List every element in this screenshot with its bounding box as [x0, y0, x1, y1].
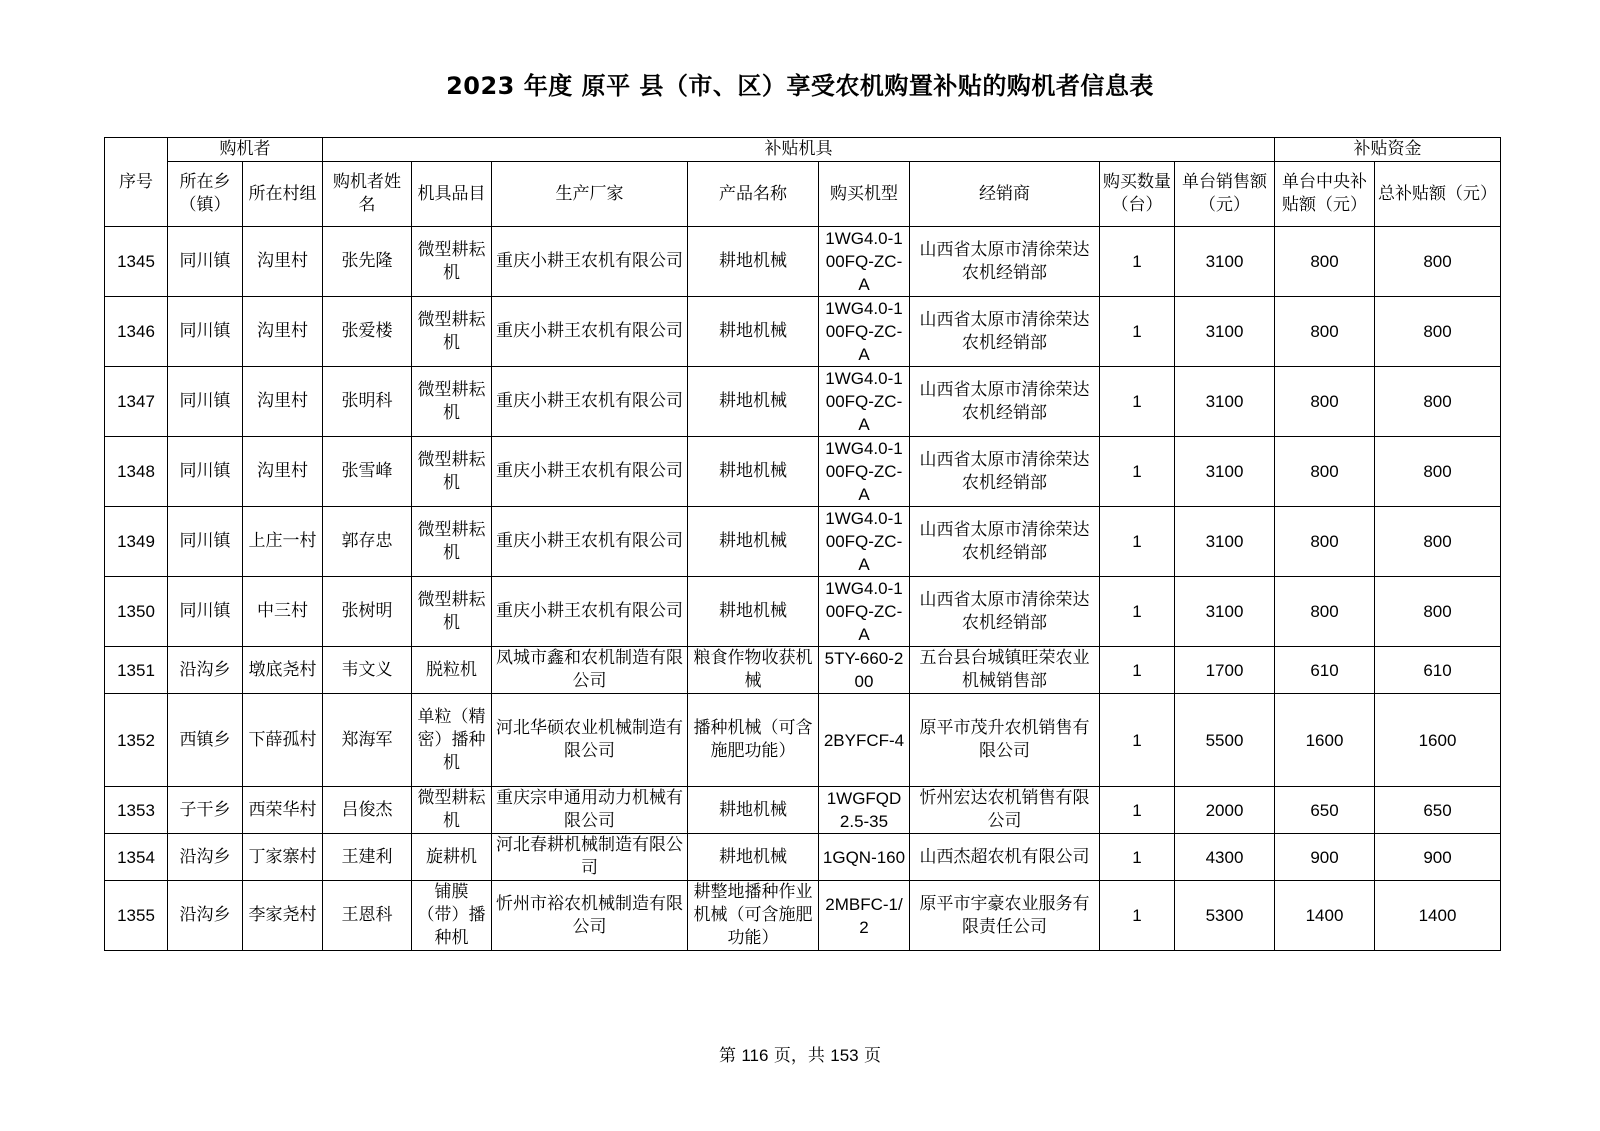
- cell-central: 800: [1275, 367, 1375, 437]
- cell-name: 郭存忠: [323, 507, 412, 577]
- cell-category: 单粒（精密）播种机: [412, 694, 492, 787]
- cell-model: 1WG4.0-100FQ-ZC-A: [819, 577, 910, 647]
- table-row: [105, 367, 1501, 437]
- header-dealer: 经销商: [910, 162, 1100, 227]
- header-column-row: [105, 162, 1501, 227]
- cell-product: 耕地机械: [688, 297, 819, 367]
- cell-village: 西荣华村: [243, 787, 323, 834]
- cell-town: 同川镇: [168, 577, 243, 647]
- cell-name: 张树明: [323, 577, 412, 647]
- header-group-buyer: 购机者: [168, 138, 323, 162]
- cell-category: 旋耕机: [412, 834, 492, 881]
- page-title: 2023 年度 原平 县（市、区）享受农机购置补贴的购机者信息表: [446, 72, 1154, 100]
- cell-category: 微型耕耘机: [412, 577, 492, 647]
- header-manufacturer: 生产厂家: [492, 162, 688, 227]
- footer-total-pages: 153: [830, 1046, 859, 1065]
- header-group-funds: 补贴资金: [1275, 138, 1501, 162]
- cell-qty: 1: [1100, 367, 1175, 437]
- cell-total: 610: [1375, 647, 1501, 694]
- header-price: 单台销售额（元）: [1175, 162, 1275, 227]
- cell-dealer: 原平市茂升农机销售有限公司: [910, 694, 1100, 787]
- table-row: [105, 297, 1501, 367]
- cell-price: 3100: [1175, 437, 1275, 507]
- header-total: 总补贴额（元）: [1375, 162, 1501, 227]
- cell-town: 沿沟乡: [168, 881, 243, 951]
- cell-model: 5TY-660-200: [819, 647, 910, 694]
- cell-village: 上庄一村: [243, 507, 323, 577]
- header-group-row: [105, 138, 1501, 162]
- cell-dealer: 山西省太原市清徐荣达农机经销部: [910, 297, 1100, 367]
- cell-qty: 1: [1100, 647, 1175, 694]
- cell-town: 子干乡: [168, 787, 243, 834]
- cell-price: 3100: [1175, 367, 1275, 437]
- cell-central: 800: [1275, 577, 1375, 647]
- header-category: 机具品目: [412, 162, 492, 227]
- cell-name: 王恩科: [323, 881, 412, 951]
- cell-manufacturer: 重庆小耕王农机有限公司: [492, 507, 688, 577]
- cell-central: 800: [1275, 227, 1375, 297]
- cell-price: 3100: [1175, 577, 1275, 647]
- cell-qty: 1: [1100, 834, 1175, 881]
- cell-seq: 1352: [105, 694, 168, 787]
- cell-price: 2000: [1175, 787, 1275, 834]
- cell-qty: 1: [1100, 437, 1175, 507]
- cell-qty: 1: [1100, 694, 1175, 787]
- cell-name: 吕俊杰: [323, 787, 412, 834]
- cell-seq: 1350: [105, 577, 168, 647]
- cell-village: 沟里村: [243, 437, 323, 507]
- cell-central: 1600: [1275, 694, 1375, 787]
- cell-village: 沟里村: [243, 367, 323, 437]
- cell-product: 耕地机械: [688, 437, 819, 507]
- cell-product: 耕地机械: [688, 367, 819, 437]
- cell-seq: 1353: [105, 787, 168, 834]
- cell-total: 800: [1375, 437, 1501, 507]
- cell-qty: 1: [1100, 787, 1175, 834]
- cell-name: 韦文义: [323, 647, 412, 694]
- cell-product: 播种机械（可含施肥功能）: [688, 694, 819, 787]
- cell-town: 同川镇: [168, 367, 243, 437]
- cell-dealer: 忻州宏达农机销售有限公司: [910, 787, 1100, 834]
- cell-price: 5500: [1175, 694, 1275, 787]
- footer-prefix: 第: [718, 1046, 742, 1066]
- cell-seq: 1355: [105, 881, 168, 951]
- cell-qty: 1: [1100, 881, 1175, 951]
- cell-manufacturer: 河北华硕农业机械制造有限公司: [492, 694, 688, 787]
- cell-manufacturer: 河北春耕机械制造有限公司: [492, 834, 688, 881]
- cell-central: 900: [1275, 834, 1375, 881]
- cell-manufacturer: 重庆小耕王农机有限公司: [492, 437, 688, 507]
- cell-product: 耕地机械: [688, 787, 819, 834]
- cell-model: 1WG4.0-100FQ-ZC-A: [819, 437, 910, 507]
- cell-manufacturer: 重庆小耕王农机有限公司: [492, 227, 688, 297]
- page-footer: [0, 1041, 1600, 1066]
- cell-manufacturer: 凤城市鑫和农机制造有限公司: [492, 647, 688, 694]
- cell-category: 微型耕耘机: [412, 297, 492, 367]
- cell-seq: 1345: [105, 227, 168, 297]
- cell-product: 耕地机械: [688, 507, 819, 577]
- cell-product: 粮食作物收获机械: [688, 647, 819, 694]
- table-row: [105, 227, 1501, 297]
- table-row: [105, 437, 1501, 507]
- cell-total: 800: [1375, 227, 1501, 297]
- cell-central: 650: [1275, 787, 1375, 834]
- cell-category: 微型耕耘机: [412, 787, 492, 834]
- header-product: 产品名称: [688, 162, 819, 227]
- cell-price: 3100: [1175, 507, 1275, 577]
- cell-qty: 1: [1100, 227, 1175, 297]
- table-row: [105, 694, 1501, 787]
- header-seq: 序号: [105, 138, 168, 227]
- cell-central: 1400: [1275, 881, 1375, 951]
- header-town: 所在乡（镇）: [168, 162, 243, 227]
- header-model: 购买机型: [819, 162, 910, 227]
- cell-town: 同川镇: [168, 507, 243, 577]
- cell-total: 800: [1375, 297, 1501, 367]
- cell-dealer: 原平市宇豪农业服务有限责任公司: [910, 881, 1100, 951]
- table-row: [105, 881, 1501, 951]
- cell-total: 1400: [1375, 881, 1501, 951]
- cell-central: 800: [1275, 507, 1375, 577]
- cell-total: 800: [1375, 507, 1501, 577]
- cell-town: 同川镇: [168, 297, 243, 367]
- footer-middle: 页，共: [768, 1046, 831, 1066]
- cell-model: 1GQN-160: [819, 834, 910, 881]
- cell-dealer: 山西省太原市清徐荣达农机经销部: [910, 367, 1100, 437]
- cell-category: 微型耕耘机: [412, 437, 492, 507]
- cell-village: 丁家寨村: [243, 834, 323, 881]
- cell-model: 1WG4.0-100FQ-ZC-A: [819, 297, 910, 367]
- cell-model: 1WG4.0-100FQ-ZC-A: [819, 367, 910, 437]
- header-central: 单台中央补贴额（元）: [1275, 162, 1375, 227]
- cell-central: 800: [1275, 297, 1375, 367]
- cell-model: 2BYFCF-4: [819, 694, 910, 787]
- cell-manufacturer: 重庆小耕王农机有限公司: [492, 297, 688, 367]
- cell-town: 西镇乡: [168, 694, 243, 787]
- cell-manufacturer: 重庆宗申通用动力机械有限公司: [492, 787, 688, 834]
- subsidy-table: [104, 137, 1501, 951]
- cell-price: 5300: [1175, 881, 1275, 951]
- cell-town: 同川镇: [168, 227, 243, 297]
- table-row: [105, 787, 1501, 834]
- cell-seq: 1346: [105, 297, 168, 367]
- cell-total: 800: [1375, 367, 1501, 437]
- cell-manufacturer: 重庆小耕王农机有限公司: [492, 577, 688, 647]
- cell-qty: 1: [1100, 577, 1175, 647]
- cell-name: 郑海军: [323, 694, 412, 787]
- cell-price: 1700: [1175, 647, 1275, 694]
- cell-price: 4300: [1175, 834, 1275, 881]
- table-row: [105, 834, 1501, 881]
- cell-dealer: 五台县台城镇旺荣农业机械销售部: [910, 647, 1100, 694]
- cell-seq: 1351: [105, 647, 168, 694]
- cell-manufacturer: 重庆小耕王农机有限公司: [492, 367, 688, 437]
- cell-product: 耕地机械: [688, 834, 819, 881]
- cell-dealer: 山西省太原市清徐荣达农机经销部: [910, 577, 1100, 647]
- cell-name: 张明科: [323, 367, 412, 437]
- header-qty: 购买数量（台）: [1100, 162, 1175, 227]
- cell-product: 耕整地播种作业机械（可含施肥功能）: [688, 881, 819, 951]
- cell-town: 沿沟乡: [168, 647, 243, 694]
- cell-model: 1WG4.0-100FQ-ZC-A: [819, 507, 910, 577]
- cell-category: 微型耕耘机: [412, 507, 492, 577]
- table-row: [105, 577, 1501, 647]
- cell-category: 脱粒机: [412, 647, 492, 694]
- header-name: 购机者姓名: [323, 162, 412, 227]
- cell-dealer: 山西省太原市清徐荣达农机经销部: [910, 227, 1100, 297]
- cell-name: 王建利: [323, 834, 412, 881]
- footer-suffix: 页: [858, 1046, 882, 1066]
- table-body: [105, 227, 1501, 951]
- cell-model: 2MBFC-1/2: [819, 881, 910, 951]
- cell-price: 3100: [1175, 227, 1275, 297]
- cell-product: 耕地机械: [688, 577, 819, 647]
- cell-total: 900: [1375, 834, 1501, 881]
- header-group-machine: 补贴机具: [323, 138, 1275, 162]
- table-row: [105, 507, 1501, 577]
- cell-town: 沿沟乡: [168, 834, 243, 881]
- cell-town: 同川镇: [168, 437, 243, 507]
- cell-village: 中三村: [243, 577, 323, 647]
- cell-name: 张雪峰: [323, 437, 412, 507]
- footer-page-number: 116: [741, 1046, 769, 1065]
- cell-name: 张先隆: [323, 227, 412, 297]
- cell-village: 下薛孤村: [243, 694, 323, 787]
- cell-village: 沟里村: [243, 227, 323, 297]
- cell-dealer: 山西省太原市清徐荣达农机经销部: [910, 507, 1100, 577]
- cell-seq: 1354: [105, 834, 168, 881]
- cell-village: 李家尧村: [243, 881, 323, 951]
- cell-manufacturer: 忻州市裕农机械制造有限公司: [492, 881, 688, 951]
- cell-central: 800: [1275, 437, 1375, 507]
- cell-product: 耕地机械: [688, 227, 819, 297]
- cell-village: 沟里村: [243, 297, 323, 367]
- cell-seq: 1348: [105, 437, 168, 507]
- cell-total: 650: [1375, 787, 1501, 834]
- cell-seq: 1349: [105, 507, 168, 577]
- cell-seq: 1347: [105, 367, 168, 437]
- cell-qty: 1: [1100, 507, 1175, 577]
- cell-central: 610: [1275, 647, 1375, 694]
- cell-category: 微型耕耘机: [412, 227, 492, 297]
- cell-name: 张爱楼: [323, 297, 412, 367]
- cell-dealer: 山西杰超农机有限公司: [910, 834, 1100, 881]
- cell-dealer: 山西省太原市清徐荣达农机经销部: [910, 437, 1100, 507]
- cell-category: 微型耕耘机: [412, 367, 492, 437]
- cell-total: 1600: [1375, 694, 1501, 787]
- cell-qty: 1: [1100, 297, 1175, 367]
- cell-price: 3100: [1175, 297, 1275, 367]
- cell-village: 墩底尧村: [243, 647, 323, 694]
- cell-category: 铺膜（带）播种机: [412, 881, 492, 951]
- cell-model: 1WGFQD2.5-35: [819, 787, 910, 834]
- table-row: [105, 647, 1501, 694]
- header-village: 所在村组: [243, 162, 323, 227]
- cell-model: 1WG4.0-100FQ-ZC-A: [819, 227, 910, 297]
- cell-total: 800: [1375, 577, 1501, 647]
